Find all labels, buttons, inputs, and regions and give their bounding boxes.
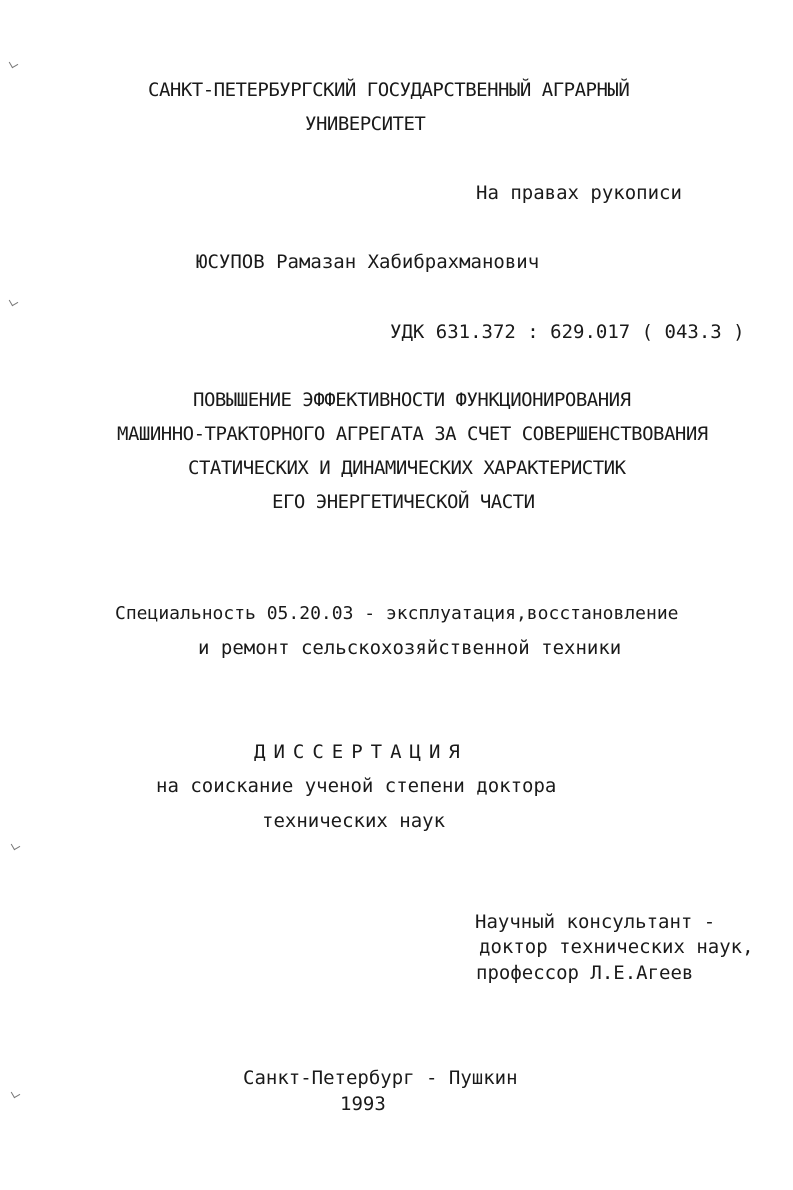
binding-hole-mark [11, 841, 21, 851]
place-of-publication: Санкт-Петербург - Пушкин [243, 1067, 518, 1089]
university-name-line-1: САНКТ-ПЕТЕРБУРГСКИЙ ГОСУДАРСТВЕННЫЙ АГРАРНЫЙ [148, 79, 630, 101]
degree-line-1: на соискание ученой степени доктора [156, 775, 557, 797]
binding-hole-mark [11, 1089, 21, 1099]
thesis-title-line-3: СТАТИЧЕСКИХ И ДИНАМИЧЕСКИХ ХАРАКТЕРИСТИК [188, 457, 626, 479]
thesis-title-line-4: ЕГО ЭНЕРГЕТИЧЕСКОЙ ЧАСТИ [272, 491, 535, 513]
consultant-line-2: доктор технических наук, [479, 936, 754, 958]
manuscript-rights: На правах рукописи [476, 182, 682, 204]
year: 1993 [340, 1093, 386, 1115]
binding-hole-mark [9, 59, 19, 69]
degree-line-2: технических наук [262, 810, 446, 832]
thesis-title-line-1: ПОВЫШЕНИЕ ЭФФЕКТИВНОСТИ ФУНКЦИОНИРОВАНИЯ [193, 389, 631, 411]
consultant-line-3: профессор Л.Е.Агеев [476, 962, 694, 984]
udc-code: УДК 631.372 : 629.017 ( 043.3 ) [390, 321, 745, 343]
author-name: ЮСУПОВ Рамазан Хабибрахманович [196, 251, 540, 273]
binding-hole-mark [9, 297, 19, 307]
university-name-line-2: УНИВЕРСИТЕТ [305, 113, 426, 135]
specialty-line-1: Специальность 05.20.03 - эксплуатация,восстановление [115, 603, 679, 624]
dissertation-heading: ДИССЕРТАЦИЯ [254, 741, 468, 763]
thesis-title-line-2: МАШИННО-ТРАКТОРНОГО АГРЕГАТА ЗА СЧЕТ СОВЕРШЕНСТВОВАНИЯ [117, 423, 708, 445]
consultant-line-1: Научный консультант - [475, 911, 716, 933]
specialty-line-2: и ремонт сельскохозяйственной техники [198, 637, 622, 659]
